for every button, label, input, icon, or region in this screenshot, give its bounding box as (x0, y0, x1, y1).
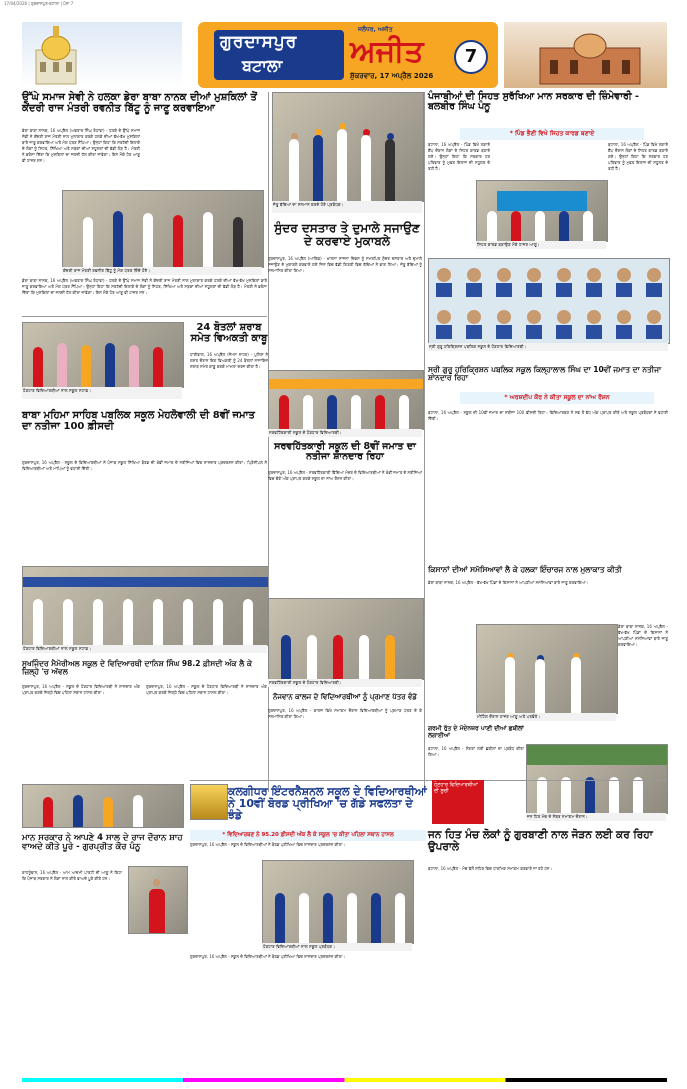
s13-headline: ਜਨ ਹਿਤ ਮੰਚ ਲੋਕਾਂ ਨੂੰ ਗੁਰਬਾਣੀ ਨਾਲ ਜੋੜਨ ਲਈ ਕਰ ਰਿਹਾ ਉਪਰਾਲੇ (428, 829, 653, 853)
s4-photo-caption: ਹੋਣਹਾਰ ਵਿਦਿਆਰਥੀਆਂ ਨਾਲ ਸਕੂਲ ਸਟਾਫ਼। (22, 645, 267, 653)
s12-subhead: * ਵਿਦਿਆਰਥਣ ਨੇ 95.20 ਫ਼ੀਸਦੀ ਅੰਕ ਲੈ ਕੇ ਸਕੂਲ 'ਚ ਕੀਤਾ ਪਹਿਲਾ ਸਥਾਨ ਹਾਸਲ (190, 830, 426, 841)
s3-headline: 24 ਬੋਤਲਾਂ ਸ਼ਰਾਬ ਸਮੇਤ ਵਿਅਕਤੀ ਕਾਬੂ (190, 322, 268, 344)
s10-body-cont: ਡੇਰਾ ਬਾਬਾ ਨਾਨਕ, 16 ਅਪ੍ਰੈਲ - ਵੱਖ-ਵੱਖ ਪਿੰਡਾਂ ਦੇ ਕਿਸਾਨਾਂ ਨੇ ਆਪਣੀਆਂ ਸਮੱਸਿਆਵਾਂ ਬਾਰੇ ਜਾਣੂ ਕਰਵਾਇਆ। (618, 624, 668, 647)
s3-photo (22, 322, 184, 388)
s2-caption: ਜੇਤੂ ਬੱਚਿਆਂ ਦਾ ਸਨਮਾਨ ਕਰਦੇ ਹੋਏ ਪ੍ਰਬੰਧਕ। (272, 201, 422, 213)
s12-trophy-photo (190, 784, 228, 820)
s1-headline: ਉੱਘੇ ਸਮਾਜ ਸੇਵੀ ਨੇ ਹਲਕਾ ਡੇਰਾ ਬਾਬਾ ਨਾਨਕ ਦੀਆਂ ਮੁਸ਼ਕਿਲਾਂ ਤੋਂ ਕੇਂਦਰੀ ਰਾਜ ਮੰਤਰੀ ਰਵਨੀਤ ਬਿੱਟੂ ਨੂੰ ਜਾਣੂ ਕਰਵਾਇਆ (22, 92, 257, 114)
s11-headline: ਨੌਜਵਾਨ ਕਾਲਜ ਦੇ ਵਿਦਿਆਰਥੀਆਂ ਨੂੰ ਪ੍ਰਮਾਣ ਪੱਤਰ ਵੰਡੇ (273, 693, 417, 701)
s5-photo-2 (268, 598, 424, 680)
s5-caption: ਸਰਵਹਿੱਤਕਾਰੀ ਸਕੂਲ ਦੇ ਹੋਣਹਾਰ ਵਿਦਿਆਰਥੀ। (268, 429, 422, 437)
s12-caption: ਹੋਣਹਾਰ ਵਿਦਿਆਰਥੀਆਂ ਨਾਲ ਸਕੂਲ ਪ੍ਰਬੰਧਕ। (262, 943, 412, 951)
s8-caption-2: ਸ੍ਰੀ ਗੁਰੂ ਹਰਿਕ੍ਰਿਸ਼ਨ ਪਬਲਿਕ ਸਕੂਲ ਦੇ ਹੋਣਹਾਰ ਵਿਦਿਆਰਥੀ। (428, 343, 668, 351)
s10-body: ਡੇਰਾ ਬਾਬਾ ਨਾਨਕ, 16 ਅਪ੍ਰੈਲ - ਵੱਖ-ਵੱਖ ਪਿੰਡਾਂ ਦੇ ਕਿਸਾਨਾਂ ਨੇ ਆਪਣੀਆਂ ਸਮੱਸਿਆਵਾਂ ਬਾਰੇ ਜਾਣੂ ਕਰਵਾਇਆ। (428, 580, 589, 585)
s10-caption: ਮੀਟਿੰਗ ਦੌਰਾਨ ਹਾਜ਼ਰ ਆਗੂ ਅਤੇ ਪਤਵੰਤੇ। (476, 713, 616, 721)
s5-body: ਗੁਰਦਾਸਪੁਰ, 16 ਅਪ੍ਰੈਲ - ਸਰਵਹਿੱਤਕਾਰੀ ਵਿੱਦਿਆ ਮੰਦਰ ਦੇ ਵਿਦਿਆਰਥੀਆਂ ਨੇ 8ਵੀਂ ਜਮਾਤ ਦੇ ਨਤੀਜਿਆਂ ਵਿਚ ਚੰਗੇ ਅੰਕ ਪ੍ਰਾਪਤ ਕਰਕੇ ਸਕੂਲ ਦਾ ਨਾਂਅ ਰੌਸ਼ਨ ਕੀਤਾ। (268, 470, 422, 481)
s4-photo (22, 566, 269, 646)
city-title-bottom: ਬਟਾਲਾ (242, 56, 283, 75)
s14-body: ਬਟਾਲਾ, 16 ਅਪ੍ਰੈਲ - ਸੰਗਤਾਂ ਲਈ ਛਬੀਲਾਂ ਦਾ ਪ੍ਰਬੰਧ ਕੀਤਾ ਗਿਆ। (428, 746, 524, 757)
temple-illustration-left (22, 22, 182, 88)
s13-caption: ਜਨ ਹਿਤ ਮੰਚ ਦੇ ਮੈਂਬਰ ਸਮਾਗਮ ਦੌਰਾਨ। (526, 813, 666, 821)
s10-photo (476, 624, 618, 714)
s9-student-grid (428, 258, 670, 344)
s9-subhead: * ਅਰਸ਼ਦੀਪ ਕੌਰ ਨੇ ਕੀਤਾ ਸਕੂਲ ਦਾ ਨਾਂਅ ਰੌਸ਼ਨ (460, 392, 654, 404)
temple-illustration-right (504, 22, 667, 88)
s11-body: ਗੁਰਦਾਸਪੁਰ, 16 ਅਪ੍ਰੈਲ - ਕਾਲਜ ਵਿਖੇ ਸਮਾਗਮ ਦੌਰਾਨ ਵਿਦਿਆਰਥੀਆਂ ਨੂੰ ਪ੍ਰਮਾਣ ਪੱਤਰ ਦੇ ਕੇ ਸਨਮਾਨਿਤ ਕੀਤਾ ਗਿਆ। (268, 708, 422, 719)
s7-body: ਕਾਹਨੂੰਵਾਨ, 16 ਅਪ੍ਰੈਲ - ਆਮ ਆਦਮੀ ਪਾਰਟੀ ਦੀ ਆਗੂ ਨੇ ਕਿਹਾ ਕਿ ਪੰਜਾਬ ਸਰਕਾਰ ਨੇ ਲੋਕਾਂ ਨਾਲ ਕੀਤੇ ਵਾਅਦੇ ਪੂਰੇ ਕੀਤੇ ਹਨ। (22, 870, 122, 881)
s3-body: ਧਾਰੀਵਾਲ, 16 ਅਪ੍ਰੈਲ (ਜੇਮਸ ਨਾਹਰ) - ਪੁਲਿਸ ਨੇ ਗਸ਼ਤ ਦੌਰਾਨ ਇਕ ਵਿਅਕਤੀ ਨੂੰ 24 ਬੋਤਲਾਂ ਨਾਜਾਇਜ਼ ਸ਼ਰਾਬ ਸਮੇਤ ਕਾਬੂ ਕਰਕੇ ਮਾਮਲਾ ਦਰਜ ਕੀਤਾ ਹੈ। (190, 352, 268, 369)
s5-photo (268, 370, 424, 430)
page-number-badge (454, 40, 488, 74)
s6-body-cont: ਗੁਰਦਾਸਪੁਰ, 16 ਅਪ੍ਰੈਲ - ਸਕੂਲ ਦੇ ਹੋਣਹਾਰ ਵਿਦਿਆਰਥੀ ਨੇ ਸ਼ਾਨਦਾਰ ਅੰਕ ਪ੍ਰਾਪਤ ਕਰਕੇ ਜ਼ਿਲ੍ਹੇ ਵਿਚ ਪਹਿਲਾ ਸਥਾਨ ਹਾਸਲ ਕੀਤਾ। (146, 684, 267, 695)
masthead (22, 22, 667, 88)
issue-date: ਸ਼ੁੱਕਰਵਾਰ, 17 ਅਪ੍ਰੈਲ 2026 (350, 72, 434, 80)
s9-body: ਬਟਾਲਾ, 16 ਅਪ੍ਰੈਲ - ਸਕੂਲ ਦੀ 10ਵੀਂ ਜਮਾਤ ਦਾ ਨਤੀਜਾ 100 ਫ਼ੀਸਦੀ ਰਿਹਾ। ਵਿਦਿਆਰਥਣ ਨੇ ਸਭ ਤੋਂ ਵੱਧ ਅੰਕ ਪ੍ਰਾਪਤ ਕੀਤੇ ਅਤੇ ਸਕੂਲ ਪ੍ਰਬੰਧਕਾਂ ਨੇ ਵਧਾਈ ਦਿੱਤੀ। (428, 410, 668, 421)
s13-photo (526, 744, 668, 814)
s12-box: ਹੋਣਹਾਰ ਵਿਦਿਆਰਥੀਆਂ ਦੀ ਸੂਚੀ (432, 780, 484, 824)
s12-body-cont: ਗੁਰਦਾਸਪੁਰ, 16 ਅਪ੍ਰੈਲ - ਸਕੂਲ ਦੇ ਵਿਦਿਆਰਥੀਆਂ ਨੇ ਬੋਰਡ ਪ੍ਰੀਖਿਆ ਵਿਚ ਸ਼ਾਨਦਾਰ ਪ੍ਰਦਰਸ਼ਨ ਕੀਤਾ। (190, 954, 345, 959)
page-number: 7 (464, 46, 478, 67)
s6-photo (22, 784, 184, 828)
s1-body-cont: ਡੇਰਾ ਬਾਬਾ ਨਾਨਕ, 16 ਅਪ੍ਰੈਲ (ਅਵਤਾਰ ਸਿੰਘ ਰੰਧਾਵਾ) - ਹਲਕੇ ਦੇ ਉੱਘੇ ਸਮਾਜ ਸੇਵੀ ਨੇ ਕੇਂਦਰੀ ਰਾਜ ਮੰਤਰੀ ਨਾਲ ਮੁਲਾਕਾਤ ਕਰਕੇ ਹਲਕੇ ਦੀਆਂ ਵੱਖ-ਵੱਖ ਮੁਸ਼ਕਿਲਾਂ ਬਾਰੇ ਜਾਣੂ ਕਰਵਾਇਆ ਅਤੇ ਮੰਗ ਪੱਤਰ ਸੌਂਪਿਆ। ਉਨ੍ਹਾਂ ਕਿਹਾ ਕਿ ਸਰਹੱਦੀ ਇਲਾਕੇ ਦੇ ਲੋਕਾਂ ਨੂੰ ਸਿਹਤ, ਸਿੱਖਿਆ ਅਤੇ ਸੜਕਾਂ ਦੀਆਂ ਸਹੂਲਤਾਂ ਦੀ ਵੱਡੀ ਲੋੜ ਹੈ। ਮੰਤਰੀ ਨੇ ਭਰੋਸਾ ਦਿੱਤਾ ਕਿ ਮੁਸ਼ਕਿਲਾਂ ਦਾ ਜਲਦੀ ਹੱਲ ਕੀਤਾ ਜਾਵੇਗਾ। ਇਸ ਮੌਕੇ ਹੋਰ ਆਗੂ ਵੀ ਹਾਜ਼ਰ ਸਨ। (22, 278, 267, 295)
s2-photo (272, 92, 424, 202)
s8-caption-1: ਸਿਹਤ ਕਾਰਡ ਬਣਾਉਣ ਮੌਕੇ ਹਾਜ਼ਰ ਆਗੂ। (476, 241, 606, 249)
s1-caption: ਕੇਂਦਰੀ ਰਾਜ ਮੰਤਰੀ ਰਵਨੀਤ ਬਿੱਟੂ ਨੂੰ ਮੰਗ ਪੱਤਰ ਦਿੰਦੇ ਹੋਏ। (62, 267, 262, 275)
s13-body: ਬਟਾਲਾ, 16 ਅਪ੍ਰੈਲ - ਮੰਚ ਵੱਲੋਂ ਸ਼ਹਿਰ ਵਿਚ ਧਾਰਮਿਕ ਸਮਾਗਮ ਕਰਵਾਏ ਜਾ ਰਹੇ ਹਨ। (428, 866, 553, 871)
s4-headline: ਬਾਬਾ ਮਹਿਮਾ ਸਾਹਿਬ ਪਬਲਿਕ ਸਕੂਲ ਮੇਹਲੋਵਾਲੀ ਦੀ 8ਵੀਂ ਜਮਾਤ ਦਾ ਨਤੀਜਾ 100 ਫ਼ੀਸਦੀ (22, 410, 255, 432)
s12-headline: ਕਲਗੀਧਰ ਇੰਟਰਨੈਸ਼ਨਲ ਸਕੂਲ ਦੇ ਵਿਦਿਆਰਥੀਆਂ ਨੇ 10ਵੀਂ ਬੋਰਡ ਪ੍ਰੀਖਿਆ 'ਚ ਗੱਡੇ ਸਫਲਤਾ ਦੇ ਝੰਡੇ (228, 785, 427, 823)
s8-subhead: * ਪਿੰਡ ਭੈਣੀ ਵਿਖੇ ਸਿਹਤ ਕਾਰਡ ਬਣਾਏ (460, 128, 644, 140)
s4-body: ਗੁਰਦਾਸਪੁਰ, 16 ਅਪ੍ਰੈਲ - ਸਕੂਲ ਦੇ ਵਿਦਿਆਰਥੀਆਂ ਨੇ ਪੰਜਾਬ ਸਕੂਲ ਸਿੱਖਿਆ ਬੋਰਡ ਦੀ 8ਵੀਂ ਜਮਾਤ ਦੇ ਨਤੀਜਿਆਂ ਵਿਚ ਸ਼ਾਨਦਾਰ ਪ੍ਰਦਰਸ਼ਨ ਕੀਤਾ। ਪ੍ਰਿੰਸੀਪਲ ਨੇ ਵਿਦਿਆਰਥੀਆਂ ਅਤੇ ਮਾਪਿਆਂ ਨੂੰ ਵਧਾਈ ਦਿੱਤੀ। (22, 460, 267, 471)
s7-headline: ਮਾਨ ਸਰਕਾਰ ਨੇ ਆਪਣੇ 4 ਸਾਲ ਦੇ ਰਾਜ ਦੌਰਾਨ ਸ਼ਾਹ ਵਾਅਦੇ ਕੀਤੇ ਪੂਰੇ - ਗੁਰਪ੍ਰੀਤ ਕੌਰ ਪੰਨੂ (22, 833, 183, 853)
paper-logo: ਅਜੀਤ (350, 34, 424, 69)
print-color-bar (22, 1078, 667, 1082)
paper-tagline: ਜਲੰਧਰ, ਅਜੀਤ (358, 26, 393, 33)
s2-body: ਗੁਰਦਾਸਪੁਰ, 16 ਅਪ੍ਰੈਲ (ਆਰਿਫ਼) - ਖ਼ਾਲਸਾ ਸਾਜਨਾ ਦਿਵਸ ਨੂੰ ਸਮਰਪਿਤ ਸੁੰਦਰ ਦਸਤਾਰ ਅਤੇ ਦੁਮਾਲੇ ਸਜਾਉਣ ਦੇ ਮੁਕਾਬਲੇ ਕਰਵਾਏ ਗਏ ਜਿਸ ਵਿਚ ਵੱਡੀ ਗਿਣਤੀ ਵਿਚ ਬੱਚਿਆਂ ਨੇ ਭਾਗ ਲਿਆ। ਜੇਤੂ ਬੱਚਿਆਂ ਨੂੰ ਸਨਮਾਨਿਤ ਕੀਤਾ ਗਿਆ। (268, 256, 422, 273)
s6-headline: ਸੁਖਜਿੰਦਰ ਮੈਮੋਰੀਅਲ ਸਕੂਲ ਦੇ ਵਿਦਿਆਰਥੀ ਦਾਨਿਸ਼ ਸਿੰਘ 98.2 ਫ਼ੀਸਦੀ ਅੰਕ ਲੈ ਕੇ ਜ਼ਿਲ੍ਹੇ 'ਚ ਅੱਵਲ (22, 659, 252, 677)
s10-headline: ਕਿਸਾਨਾਂ ਦੀਆਂ ਸਮੱਸਿਆਵਾਂ ਲੈ ਕੇ ਹਲਕਾ ਇੰਚਾਰਜ ਨਾਲ ਮੁਲਾਕਾਤ ਕੀਤੀ (428, 565, 622, 574)
s9-headline: ਸ੍ਰੀ ਗੁਰੂ ਹਰਿਕ੍ਰਿਸ਼ਨ ਪਬਲਿਕ ਸਕੂਲ ਕਿਲ੍ਹਾਲਾਲ ਸਿੰਘ ਦਾ 10ਵੀਂ ਜਮਾਤ ਦਾ ਨਤੀਜਾ ਸ਼ਾਨਦਾਰ ਰਿਹਾ (428, 365, 662, 383)
s8-body-cont: ਬਟਾਲਾ, 16 ਅਪ੍ਰੈਲ - ਪਿੰਡ ਵਿਖੇ ਲਗਾਏ ਕੈਂਪ ਦੌਰਾਨ ਲੋਕਾਂ ਦੇ ਸਿਹਤ ਕਾਰਡ ਬਣਾਏ ਗਏ। ਉਨ੍ਹਾਂ ਕਿਹਾ ਕਿ ਸਰਕਾਰ ਹਰ ਪਰਿਵਾਰ ਨੂੰ ਮੁਫ਼ਤ ਇਲਾਜ ਦੀ ਸਹੂਲਤ ਦੇ ਰਹੀ ਹੈ। (608, 142, 668, 171)
s6-body: ਗੁਰਦਾਸਪੁਰ, 16 ਅਪ੍ਰੈਲ - ਸਕੂਲ ਦੇ ਹੋਣਹਾਰ ਵਿਦਿਆਰਥੀ ਨੇ ਸ਼ਾਨਦਾਰ ਅੰਕ ਪ੍ਰਾਪਤ ਕਰਕੇ ਜ਼ਿਲ੍ਹੇ ਵਿਚ ਪਹਿਲਾ ਸਥਾਨ ਹਾਸਲ ਕੀਤਾ। (22, 684, 140, 695)
s8-body: ਬਟਾਲਾ, 16 ਅਪ੍ਰੈਲ - ਪਿੰਡ ਵਿਖੇ ਲਗਾਏ ਕੈਂਪ ਦੌਰਾਨ ਲੋਕਾਂ ਦੇ ਸਿਹਤ ਕਾਰਡ ਬਣਾਏ ਗਏ। ਉਨ੍ਹਾਂ ਕਿਹਾ ਕਿ ਸਰਕਾਰ ਹਰ ਪਰਿਵਾਰ ਨੂੰ ਮੁਫ਼ਤ ਇਲਾਜ ਦੀ ਸਹੂਲਤ ਦੇ ਰਹੀ ਹੈ। (428, 142, 490, 171)
s8-photo (476, 180, 608, 242)
s14-headline: ਗਰਮੀ ਰੁੱਤ ਦੇ ਮੱਦੇਨਜ਼ਰ ਪਾਣੀ ਦੀਆਂ ਛਬੀਲਾਂ ਲਗਾਈਆਂ (428, 725, 524, 739)
s1-body: ਡੇਰਾ ਬਾਬਾ ਨਾਨਕ, 16 ਅਪ੍ਰੈਲ (ਅਵਤਾਰ ਸਿੰਘ ਰੰਧਾਵਾ) - ਹਲਕੇ ਦੇ ਉੱਘੇ ਸਮਾਜ ਸੇਵੀ ਨੇ ਕੇਂਦਰੀ ਰਾਜ ਮੰਤਰੀ ਨਾਲ ਮੁਲਾਕਾਤ ਕਰਕੇ ਹਲਕੇ ਦੀਆਂ ਵੱਖ-ਵੱਖ ਮੁਸ਼ਕਿਲਾਂ ਬਾਰੇ ਜਾਣੂ ਕਰਵਾਇਆ ਅਤੇ ਮੰਗ ਪੱਤਰ ਸੌਂਪਿਆ। ਉਨ੍ਹਾਂ ਕਿਹਾ ਕਿ ਸਰਹੱਦੀ ਇਲਾਕੇ ਦੇ ਲੋਕਾਂ ਨੂੰ ਸਿਹਤ, ਸਿੱਖਿਆ ਅਤੇ ਸੜਕਾਂ ਦੀਆਂ ਸਹੂਲਤਾਂ ਦੀ ਵੱਡੀ ਲੋੜ ਹੈ। ਮੰਤਰੀ ਨੇ ਭਰੋਸਾ ਦਿੱਤਾ ਕਿ ਮੁਸ਼ਕਿਲਾਂ ਦਾ ਜਲਦੀ ਹੱਲ ਕੀਤਾ ਜਾਵੇਗਾ। ਇਸ ਮੌਕੇ ਹੋਰ ਆਗੂ ਵੀ ਹਾਜ਼ਰ ਸਨ। (22, 128, 140, 163)
city-title-top: ਗੁਰਦਾਸਪੁਰ (220, 32, 298, 52)
s12-body: ਗੁਰਦਾਸਪੁਰ, 16 ਅਪ੍ਰੈਲ - ਸਕੂਲ ਦੇ ਵਿਦਿਆਰਥੀਆਂ ਨੇ ਬੋਰਡ ਪ੍ਰੀਖਿਆ ਵਿਚ ਸ਼ਾਨਦਾਰ ਪ੍ਰਦਰਸ਼ਨ ਕੀਤਾ। (190, 842, 345, 847)
s4-caption: ਹੋਣਹਾਰ ਵਿਦਿਆਰਥੀਆਂ ਨਾਲ ਸਕੂਲ ਸਟਾਫ਼। (22, 387, 182, 399)
s12-photo (262, 860, 414, 944)
masthead-banner (198, 22, 498, 88)
s5-photo-2-caption: ਸਰਵਹਿੱਤਕਾਰੀ ਸਕੂਲ ਦੇ ਹੋਣਹਾਰ ਵਿਦਿਆਰਥੀ। (268, 679, 422, 687)
s7-photo (128, 866, 188, 934)
page-slug: 17/04/2026 | ਗੁਰਦਾਸਪੁਰ-ਬਟਾਲਾ | ਪੰਨਾ 7 (4, 1, 74, 6)
s8-headline: ਪੰਜਾਬੀਆਂ ਦੀ ਸਿਹਤ ਸੁਰੱਖਿਆ ਮਾਨ ਸਰਕਾਰ ਦੀ ਜ਼ਿੰਮੇਵਾਰੀ - ਬਲਬੀਰ ਸਿੰਘ ਪੰਨੂ (428, 91, 639, 113)
s5-headline: ਸਰਵਹਿੱਤਕਾਰੀ ਸਕੂਲ ਦੀ 8ਵੀਂ ਜਮਾਤ ਦਾ ਨਤੀਜਾ ਸ਼ਾਨਦਾਰ ਰਿਹਾ (274, 441, 416, 463)
s1-photo (62, 190, 264, 268)
s2-headline: ਸੁੰਦਰ ਦਸਤਾਰ ਤੇ ਦੁਮਾਲੇ ਸਜਾਉਣ ਦੇ ਕਰਵਾਏ ਮੁਕਾਬਲੇ (274, 221, 420, 249)
